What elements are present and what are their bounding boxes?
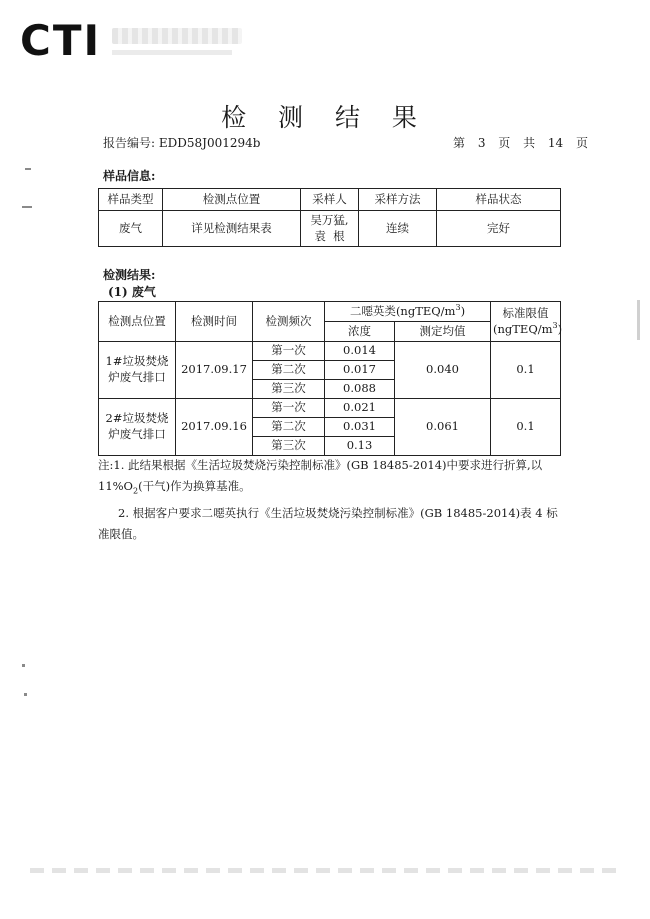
sample-table-header-row <box>99 189 561 211</box>
dioxin-results-table <box>98 301 561 456</box>
frequency-cell: 第三次 <box>253 380 325 399</box>
header-location: 检测点位置 <box>163 189 301 211</box>
header-frequency: 检测频次 <box>253 302 325 342</box>
results-header-row-1 <box>99 302 561 322</box>
logo-faded-text <box>112 28 242 44</box>
limit-unit-text: (ngTEQ/m <box>493 321 553 336</box>
note-2-line-1: 2. 根据客户要求二噁英执行《生活垃圾焚烧污染控制标准》(GB 18485-2014)表 4 标 <box>118 506 558 521</box>
concentration-cell: 0.031 <box>325 418 395 437</box>
location-cell <box>99 399 176 456</box>
report-number-value: EDD58J001294b <box>158 136 261 150</box>
sample-type: 废气 <box>99 211 163 247</box>
date-cell: 2017.09.16 <box>176 399 253 456</box>
header-sampler: 采样人 <box>301 189 359 211</box>
note-2-line-2: 准限值。 <box>98 527 144 542</box>
header-concentration: 浓度 <box>325 322 395 342</box>
scan-edge <box>637 300 640 340</box>
note-1-o2-suffix: (干气)作为换算基准。 <box>138 479 251 493</box>
table-row <box>99 342 561 361</box>
note-1-o2-prefix: 11%O <box>98 479 133 493</box>
page-title: 检 测 结 果 <box>221 103 429 132</box>
scan-speck <box>22 206 32 208</box>
sample-table-row <box>99 211 561 247</box>
frequency-cell: 第三次 <box>253 437 325 456</box>
location-line2: 炉废气排口 <box>108 427 166 441</box>
concentration-cell: 0.017 <box>325 361 395 380</box>
sampler-line2: 袁 根 <box>314 228 345 243</box>
header-location: 检测点位置 <box>99 302 176 342</box>
limit-unit <box>493 321 563 337</box>
note-1-o2-subscript: 2 <box>133 486 139 496</box>
frequency-cell: 第一次 <box>253 399 325 418</box>
header-sample-type: 样品类型 <box>99 189 163 211</box>
limit-unit-exp: 3 <box>552 321 558 331</box>
sample-method: 连续 <box>359 211 437 247</box>
frequency-cell: 第二次 <box>253 361 325 380</box>
scan-speck <box>24 693 27 696</box>
note-1-line-2 <box>98 476 568 501</box>
dioxin-unit-exp: 3 <box>455 303 461 313</box>
table-row <box>99 399 561 418</box>
mean-cell: 0.061 <box>395 399 491 456</box>
page-info: 第 3 页 共 14 页 <box>453 136 588 150</box>
concentration-cell: 0.021 <box>325 399 395 418</box>
frequency-cell: 第二次 <box>253 418 325 437</box>
dioxin-unit: (ngTEQ/m <box>395 304 456 319</box>
report-number-label: 报告编号: <box>103 136 156 150</box>
concentration-cell: 0.088 <box>325 380 395 399</box>
location-cell <box>99 342 176 399</box>
limit-cell: 0.1 <box>491 399 561 456</box>
company-logo: CTI <box>20 16 102 65</box>
dioxin-unit-close: ) <box>460 304 466 319</box>
logo-faded-subtext <box>112 50 232 55</box>
sampler <box>301 211 359 247</box>
report-number <box>103 134 260 151</box>
scan-speck <box>25 168 31 170</box>
results-title: 检测结果: <box>103 268 156 282</box>
location-line1: 1#垃圾焚烧 <box>105 354 169 369</box>
results-subtitle: (1) 废气 <box>108 285 156 299</box>
scan-speck <box>22 664 25 667</box>
sample-status: 完好 <box>437 211 561 247</box>
header-dioxin <box>325 302 491 322</box>
limit-unit-close: ) <box>557 321 563 336</box>
location-line1: 2#垃圾焚烧 <box>105 411 169 426</box>
mean-cell: 0.040 <box>395 342 491 399</box>
location-line2: 炉废气排口 <box>108 370 166 384</box>
limit-cell: 0.1 <box>491 342 561 399</box>
header-method: 采样方法 <box>359 189 437 211</box>
concentration-cell: 0.014 <box>325 342 395 361</box>
note-1-line-1: 注:1. 此结果根据《生活垃圾焚烧污染控制标准》(GB 18485-2014)中要求进行折算,以 <box>98 458 543 472</box>
sample-info-table <box>98 188 561 247</box>
header-mean: 测定均值 <box>395 322 491 342</box>
date-cell: 2017.09.17 <box>176 342 253 399</box>
sampler-line1: 吴万猛, <box>310 212 349 227</box>
header-status: 样品状态 <box>437 189 561 211</box>
limit-label: 标准限值 <box>502 305 549 320</box>
notes <box>98 455 568 545</box>
concentration-cell: 0.13 <box>325 437 395 456</box>
frequency-cell: 第一次 <box>253 342 325 361</box>
footer-faded-strip <box>30 868 620 873</box>
header-limit <box>491 302 561 342</box>
dioxin-label: 二噁英类 <box>349 304 396 319</box>
header-time: 检测时间 <box>176 302 253 342</box>
sample-location: 详见检测结果表 <box>163 211 301 247</box>
sample-info-title: 样品信息: <box>103 169 156 183</box>
